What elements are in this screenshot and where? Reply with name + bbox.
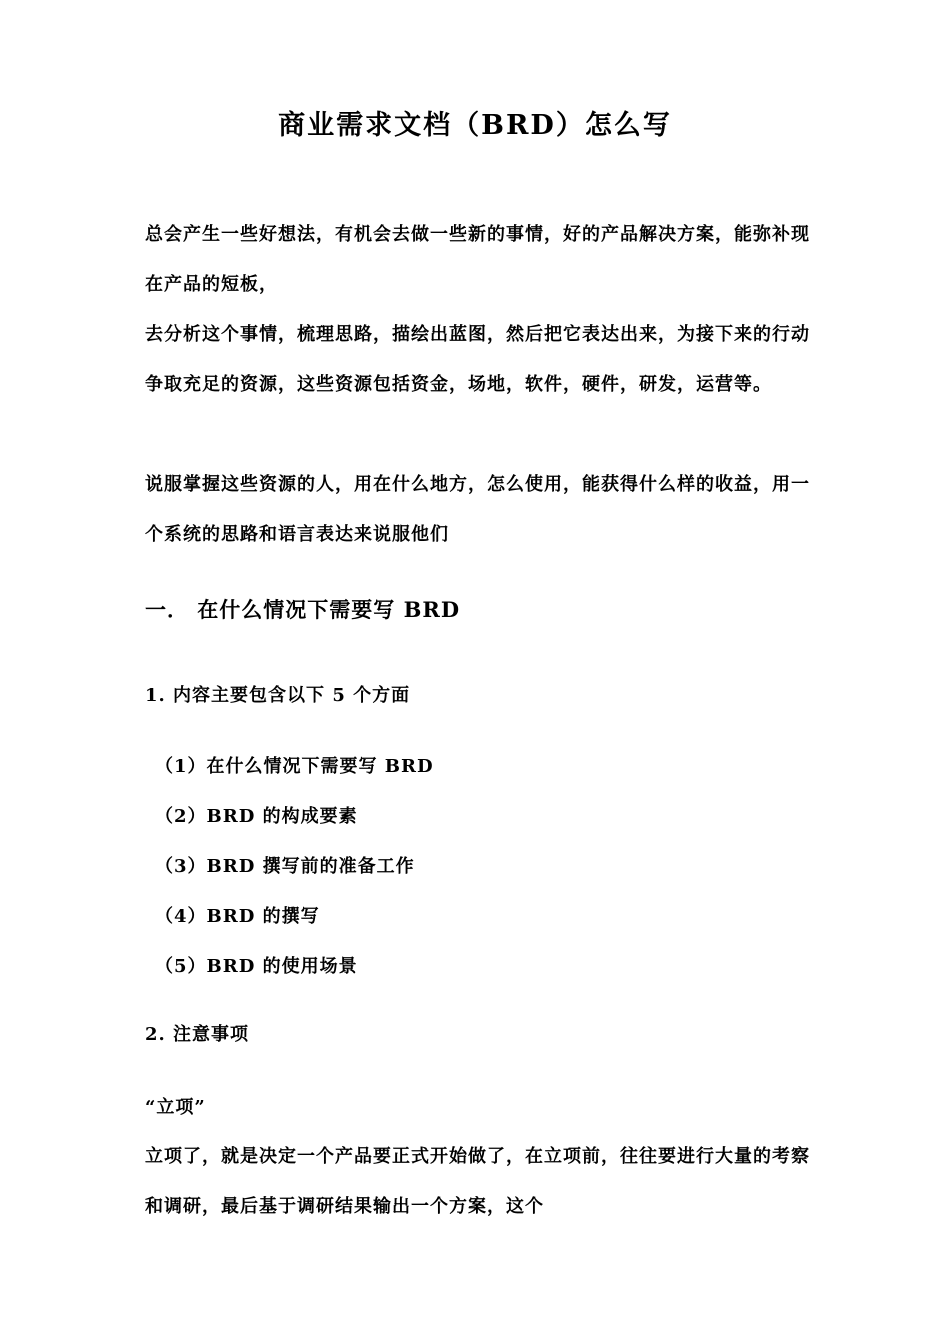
note-paragraph: 立项了，就是决定一个产品要正式开始做了，在立项前，往往要进行大量的考察和调研，最后基于调研结果输出一个方案，这个 — [145, 1146, 810, 1217]
note-title: “立项” — [145, 1097, 206, 1118]
subsection-heading-1: 1. 内容主要包含以下 5 个方面 — [145, 685, 411, 706]
section-heading-1: 一． 在什么情况下需要写 BRD — [145, 597, 461, 622]
intro-paragraph-1: 总会产生一些好想法，有机会去做一些新的事情，好的产品解决方案，能弥补现在产品的短板， — [145, 224, 810, 295]
document-title: 商业需求文档（BRD）怎么写 — [278, 110, 672, 141]
list-item: （1）在什么情况下需要写 BRD — [155, 756, 434, 777]
intro-paragraph-3: 说服掌握这些资源的人，用在什么地方，怎么使用，能获得什么样的收益，用一个系统的思路和语言表达来说服他们 — [145, 474, 810, 545]
content-list — [155, 750, 434, 1000]
list-item: （3）BRD 撰写前的准备工作 — [155, 856, 415, 877]
subsection-heading-2: 2. 注意事项 — [145, 1024, 250, 1045]
list-item: （5）BRD 的使用场景 — [155, 956, 358, 977]
list-item: （4）BRD 的撰写 — [155, 906, 320, 927]
list-item: （2）BRD 的构成要素 — [155, 806, 358, 827]
intro-paragraph-2: 去分析这个事情，梳理思路，描绘出蓝图，然后把它表达出来，为接下来的行动争取充足的资源，这些资源包括资金，场地，软件，硬件，研发，运营等。 — [145, 324, 810, 395]
